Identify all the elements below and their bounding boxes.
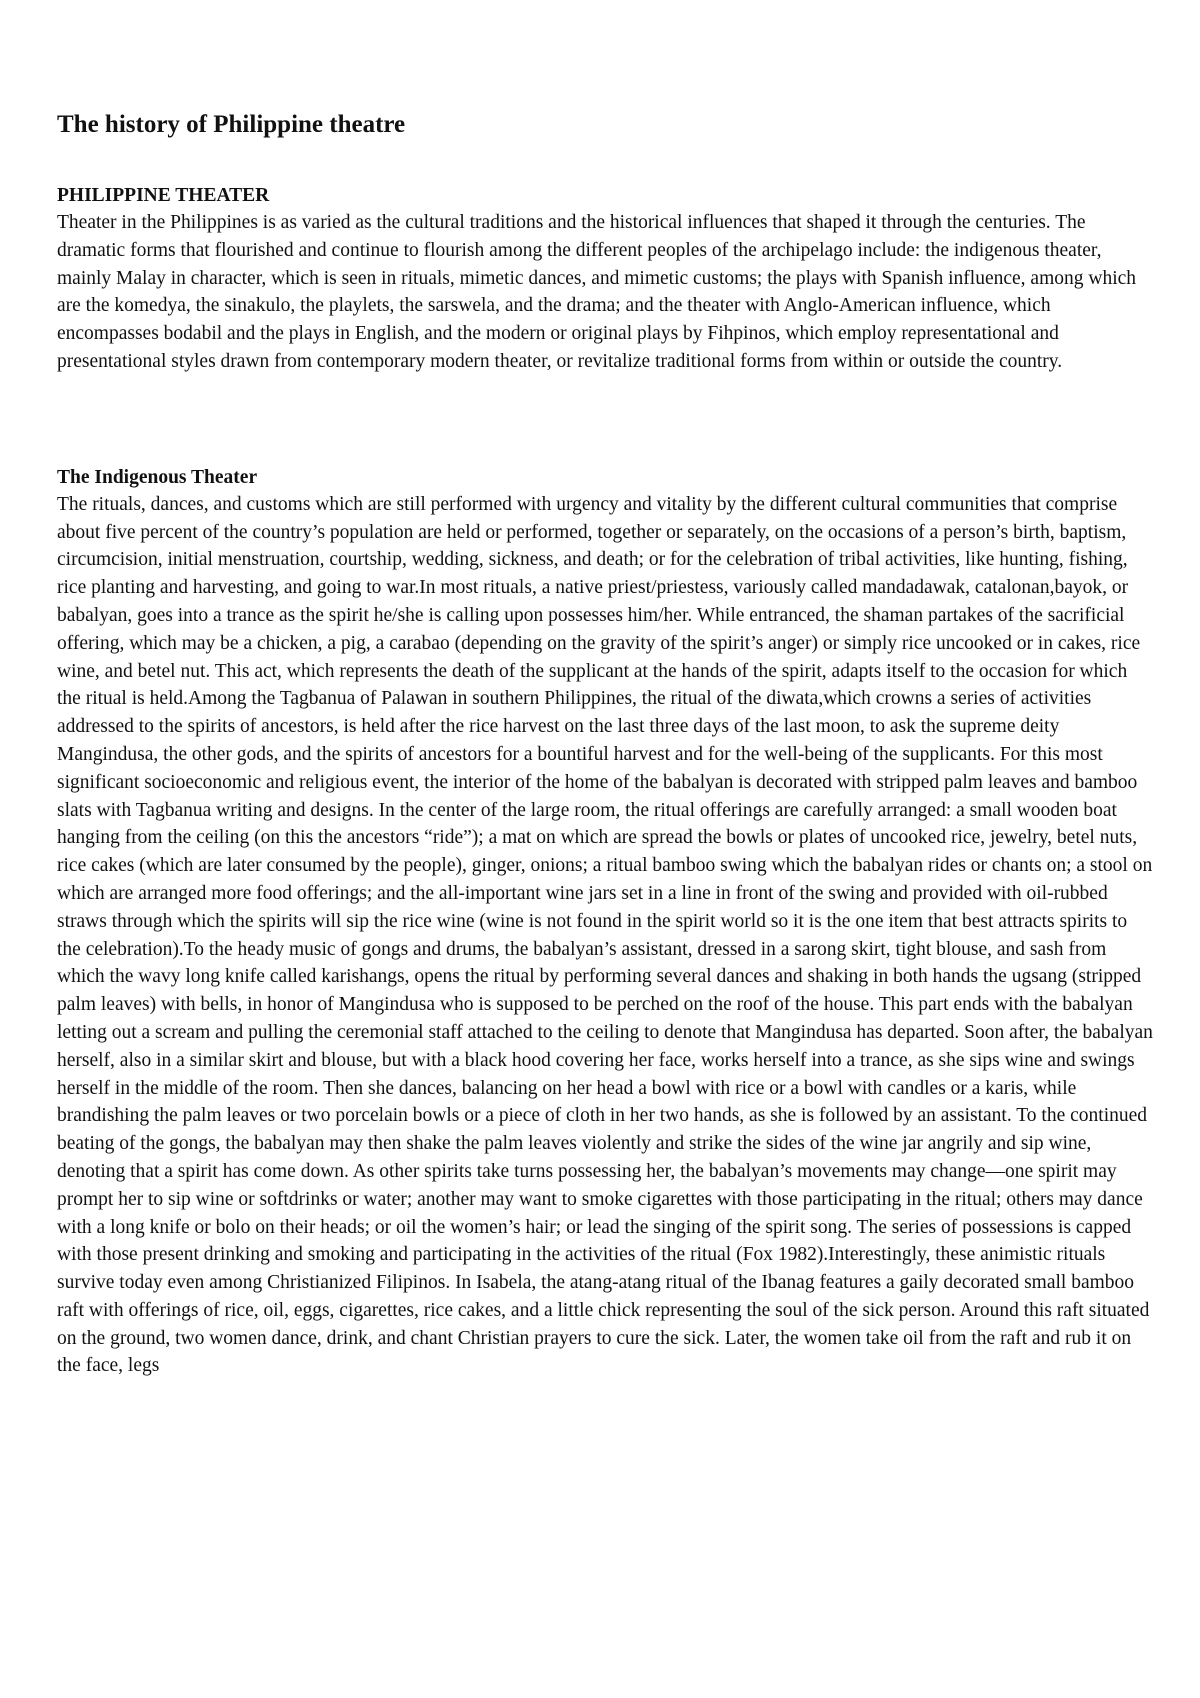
section-philippine-theater <box>57 182 1153 376</box>
section-indigenous-theater <box>57 464 1153 1381</box>
section-paragraph: Theater in the Philippines is as varied as the cultural traditions and the historical influences that shaped it through the centuries. The dramatic forms that flourished and continue to flourish among the different peoples of the archipelago include: the indigenous theater, mainly Malay in character, which is seen in rituals, mimetic dances, and mimetic customs; the plays with Spanish influence, among which are the komedya, the sinakulo, the playlets, the sarswela, and the drama; and the theater with Anglo-American influence, which encompasses bodabil and the plays in English, and the modern or original plays by Fihpinos, which employ representational and presentational styles drawn from contemporary modern theater, or revitalize traditional forms from within or outside the country. <box>57 212 1137 372</box>
document-title: The history of Philippine theatre <box>57 111 406 138</box>
section-heading: PHILIPPINE THEATER <box>57 185 270 206</box>
section-paragraph: The rituals, dances, and customs which are still performed with urgency and vitality by the different cultural communities that comprise about five percent of the country’s population are held or performed, together or separately, on the occasions of a person’s birth, baptism, circumcision, initial menstruation, courtship, wedding, sickness, and death; or for the celebration of tribal activities, like hunting, fishing, rice planting and harvesting, and going to war.In most rituals, a native priest/priestess, variously called mandadawak, catalonan,bayok, or babalyan, goes into a trance as the spirit he/she is calling upon possesses him/her. While entranced, the shaman partakes of the sacrificial offering, which may be a chicken, a pig, a carabao (depending on the gravity of the spirit’s anger) or simply rice uncooked or in cakes, rice wine, and betel nut. This act, which represents the death of the supplicant at the hands of the spirit, adapts itself to the occasion for which the ritual is held.Among the Tagbanua of Palawan in southern Philippines, the ritual of the diwata,which crowns a series of activities addressed to the spirits of ancestors, is held after the rice harvest on the last three days of the last moon, to ask the supreme deity Mangindusa, the other gods, and the spirits of ancestors for a bountiful harvest and for the well-being of the supplicants. For this most significant socioeconomic and religious event, the interior of the home of the babalyan is decorated with stripped palm leaves and bamboo slats with Tagbanua writing and designs. In the center of the large room, the ritual offerings are carefully arranged: a small wooden boat hanging from the ceiling (on this the ancestors “ride”); a mat on which are spread the bowls or plates of uncooked rice, jewelry, betel nuts, rice cakes (which are later consumed by the people), ginger, onions; a ritual bamboo swing which the babalyan rides or chants on; a stool on which are arranged more food offerings; and the all-important wine jars set in a line in front of the swing and provided with oil-rubbed straws through which the spirits will sip the rice wine (wine is not found in the spirit world so it is the one item that best attracts spirits to the celebration).To the heady music of gongs and drums, the babalyan’s assistant, dressed in a sarong skirt, tight blouse, and sash from which the wavy long knife called karishangs, opens the ritual by performing several dances and shaking in both hands the ugsang (stripped palm leaves) with bells, in honor of Mangindusa who is supposed to be perched on the roof of the house. This part ends with the babalyan letting out a scream and pulling the ceremonial staff attached to the ceiling to denote that Mangindusa has departed. Soon after, the babalyan herself, also in a similar skirt and blouse, but with a black hood covering her face, works herself into a trance, as she sips wine and swings herself in the middle of the room. Then she dances, balancing on her head a bowl with rice or a bowl with candles or a karis, while brandishing the palm leaves or two porcelain bowls or a piece of cloth in her two hands, as she is followed by an assistant. To the continued beating of the gongs, the babalyan may then shake the palm leaves violently and strike the sides of the wine jar angrily and sip wine, denoting that a spirit has come down. As other spirits take turns possessing her, the babalyan’s movements may change—one spirit may prompt her to sip wine or softdrinks or water; another may want to smoke cigarettes with those participating in the ritual; others may dance with a long knife or bolo on their heads; or oil the women’s hair; or lead the singing of the spirit song. The series of possessions is capped with those present drinking and smoking and participating in the activities of the ritual (Fox 1982).Interestingly, these animistic rituals survive today even among Christianized Filipinos. In Isabela, the atang-atang ritual of the Ibanag features a gaily decorated small bamboo raft with offerings of rice, oil, eggs, cigarettes, rice cakes, and a little chick representing the soul of the sick person. Around this raft situated on the ground, two women dance, drink, and chant Christian prayers to cure the sick. Later, the women take oil from the raft and rub it on the face, legs <box>57 493 1153 1377</box>
section-heading: The Indigenous Theater <box>57 466 258 488</box>
document-page <box>57 108 1153 1380</box>
